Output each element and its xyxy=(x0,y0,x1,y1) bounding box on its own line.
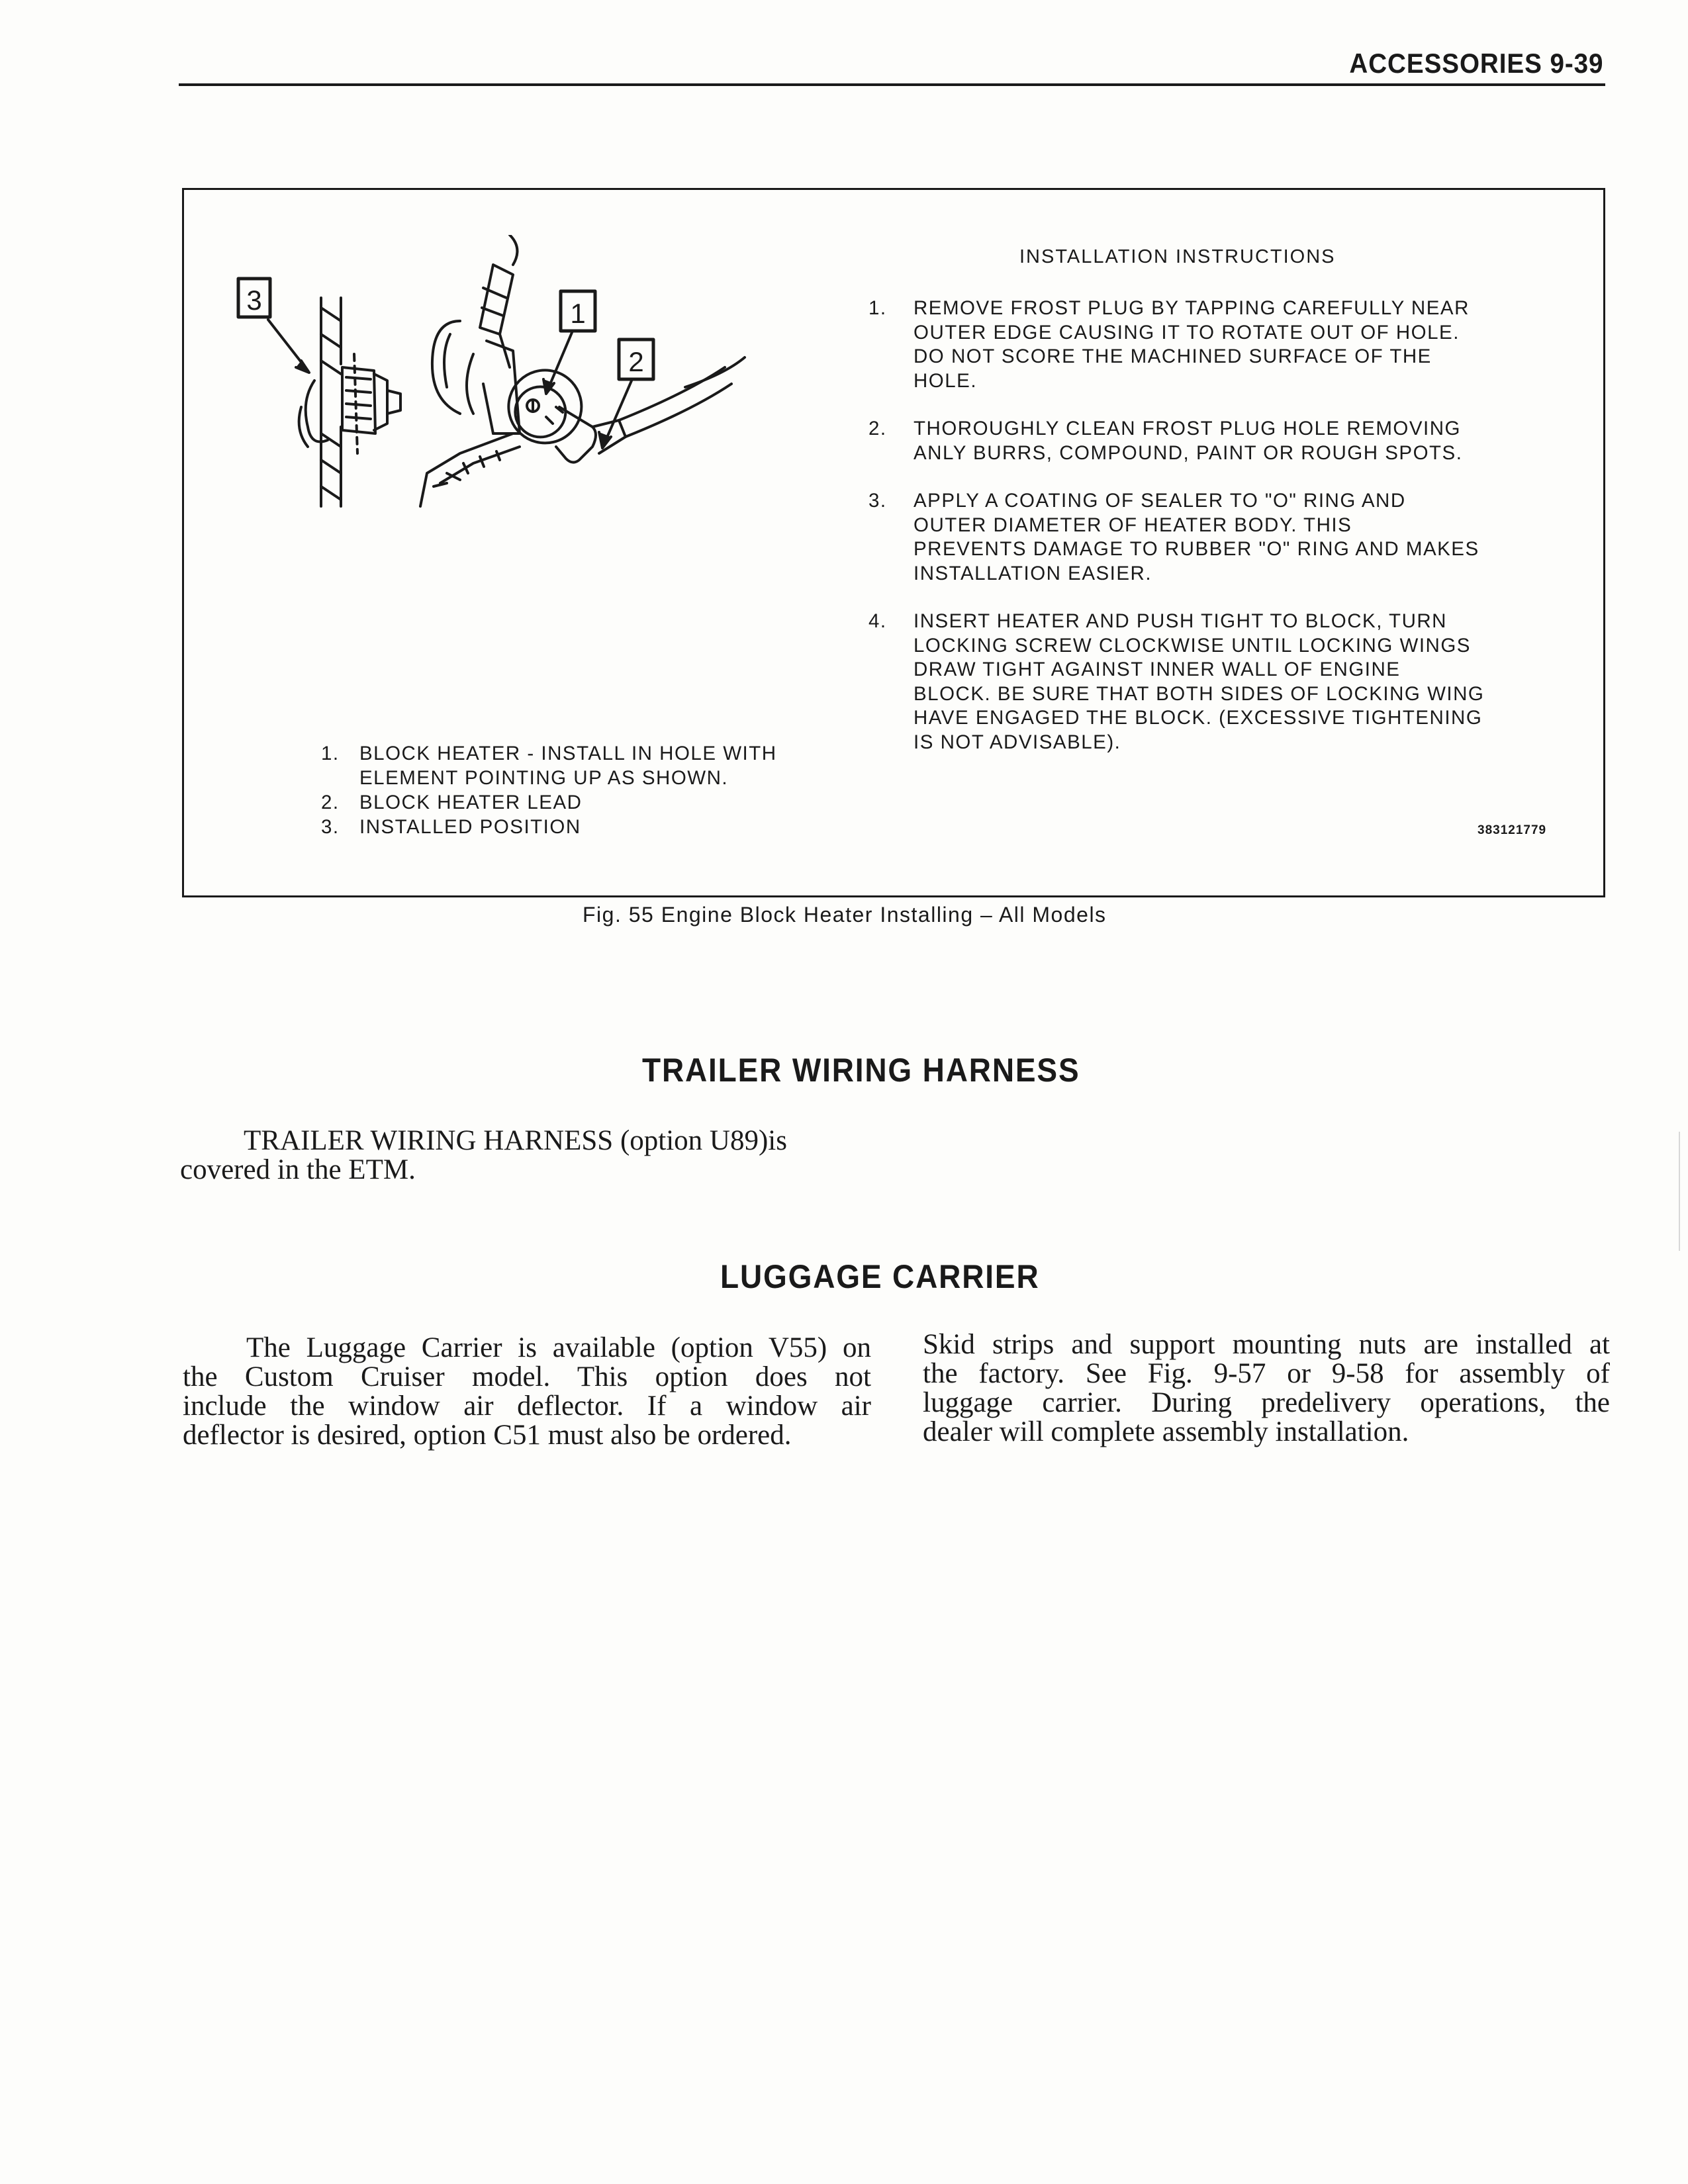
legend-item xyxy=(321,815,890,839)
callout-3-label: 3 xyxy=(246,285,262,316)
callout-2 xyxy=(599,340,653,448)
step-number: 3. xyxy=(868,490,887,512)
step-line: ANLY BURRS, COMPOUND, PAINT OR ROUGH SPOTS. xyxy=(914,441,1463,464)
legend-number: 2. xyxy=(321,792,340,813)
instruction-step xyxy=(868,417,1544,465)
luggage-paragraph-left xyxy=(183,1334,871,1450)
figure-legend xyxy=(321,741,890,839)
step-line: DO NOT SCORE THE MACHINED SURFACE OF THE xyxy=(914,345,1432,367)
callout-2-label: 2 xyxy=(628,346,644,377)
installed-position-detail xyxy=(299,298,400,506)
step-number: 1. xyxy=(868,297,887,319)
instructions-title: INSTALLATION INSTRUCTIONS xyxy=(1019,246,1336,267)
legend-item xyxy=(321,790,890,815)
luggage-paragraph-right xyxy=(923,1330,1610,1447)
step-line: IS NOT ADVISABLE). xyxy=(914,731,1121,753)
legend-line: BLOCK HEATER LEAD xyxy=(359,792,583,813)
paragraph-line: Skid strips and support mounting nuts are installed at xyxy=(923,1329,1610,1360)
step-line: APPLY A COATING OF SEALER TO "O" RING AND xyxy=(914,490,1406,512)
paragraph-line: the factory. See Fig. 9-57 or 9-58 for assembly of xyxy=(923,1358,1610,1389)
step-line: BLOCK. BE SURE THAT BOTH SIDES OF LOCKING WING xyxy=(914,682,1485,705)
installation-steps xyxy=(868,296,1544,778)
paragraph-line: deflector is desired, option C51 must also be ordered. xyxy=(183,1420,792,1451)
header-rule xyxy=(179,83,1605,86)
legend-line: BLOCK HEATER - INSTALL IN HOLE WITH xyxy=(359,743,777,764)
instruction-step xyxy=(868,489,1544,586)
paragraph-line: luggage carrier. During predelivery operations, the xyxy=(923,1387,1610,1418)
paragraph-line: the Custom Cruiser model. This option does not xyxy=(183,1361,871,1392)
step-line: INSTALLATION EASIER. xyxy=(914,562,1152,584)
step-line: OUTER DIAMETER OF HEATER BODY. THIS xyxy=(914,514,1352,536)
block-heater-illustration xyxy=(222,235,851,579)
legend-number: 1. xyxy=(321,743,340,764)
paragraph-line: covered in the ETM. xyxy=(180,1154,416,1185)
paragraph-line: The Luggage Carrier is available (option V55) on xyxy=(246,1332,871,1363)
engine-block-view xyxy=(420,235,745,506)
step-line: THOROUGHLY CLEAN FROST PLUG HOLE REMOVING xyxy=(914,418,1462,439)
legend-item xyxy=(321,741,890,790)
step-number: 2. xyxy=(868,418,887,439)
instruction-step xyxy=(868,296,1544,393)
trailer-heading: TRAILER WIRING HARNESS xyxy=(642,1052,1080,1089)
callout-1-label: 1 xyxy=(570,298,586,329)
instruction-step xyxy=(868,610,1544,754)
paragraph-line: TRAILER WIRING HARNESS (option U89)is xyxy=(244,1125,787,1156)
step-line: LOCKING SCREW CLOCKWISE UNTIL LOCKING WINGS xyxy=(914,634,1471,657)
paragraph-line: include the window air deflector. If a window air xyxy=(183,1390,871,1422)
figure-id-number: 383121779 xyxy=(1477,823,1547,837)
scan-edge-mark xyxy=(1679,1132,1680,1251)
luggage-heading: LUGGAGE CARRIER xyxy=(720,1258,1040,1295)
step-line: HOLE. xyxy=(914,369,978,392)
step-line: REMOVE FROST PLUG BY TAPPING CAREFULLY NEAR xyxy=(914,297,1470,319)
step-line: HAVE ENGAGED THE BLOCK. (EXCESSIVE TIGHTENING xyxy=(914,707,1483,729)
running-header: ACCESSORIES 9-39 xyxy=(1348,48,1603,79)
step-line: INSERT HEATER AND PUSH TIGHT TO BLOCK, TURN xyxy=(914,610,1447,632)
legend-line: ELEMENT POINTING UP AS SHOWN. xyxy=(359,767,729,789)
callout-3 xyxy=(238,279,309,373)
legend-line: INSTALLED POSITION xyxy=(359,816,581,838)
trailer-paragraph xyxy=(180,1126,868,1185)
step-line: PREVENTS DAMAGE TO RUBBER "O" RING AND MAKES xyxy=(914,538,1479,560)
step-line: OUTER EDGE CAUSING IT TO ROTATE OUT OF HOLE. xyxy=(914,321,1460,343)
step-line: DRAW TIGHT AGAINST INNER WALL OF ENGINE xyxy=(914,659,1401,680)
paragraph-line: dealer will complete assembly installation. xyxy=(923,1416,1409,1447)
legend-number: 3. xyxy=(321,816,340,838)
figure-caption: Fig. 55 Engine Block Heater Installing – All Models xyxy=(583,903,1107,927)
step-number: 4. xyxy=(868,610,887,632)
